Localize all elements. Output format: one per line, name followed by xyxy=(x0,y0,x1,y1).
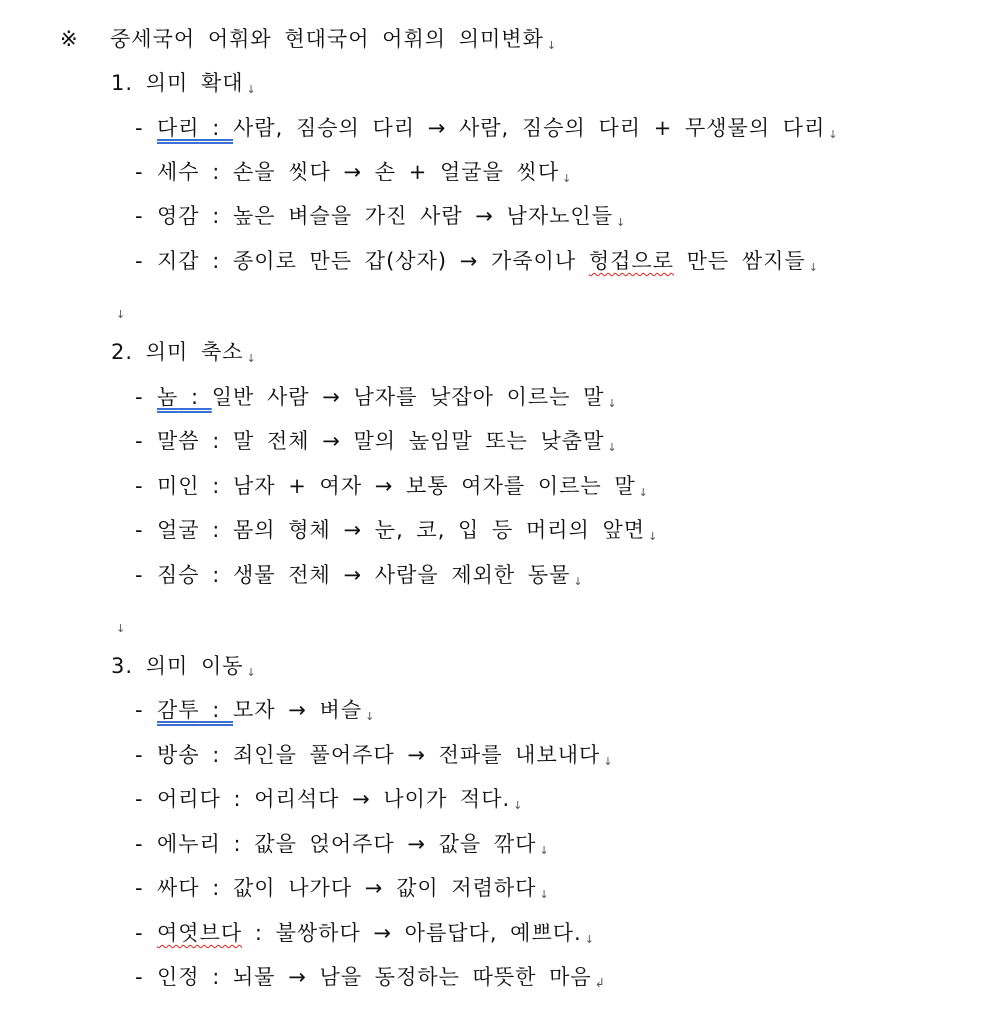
item-term: 세수 xyxy=(157,160,200,184)
item-term: 인정 xyxy=(157,965,200,989)
item-description: 말 전체 → 말의 높임말 또는 낮춤말 xyxy=(233,429,605,453)
list-item xyxy=(135,426,617,463)
item-description: 불쌍하다 → 아름답다, 예쁘다. xyxy=(275,921,582,945)
paragraph-mark-icon: ↓ xyxy=(638,486,648,499)
item-separator: : xyxy=(199,474,234,498)
list-item xyxy=(135,695,374,732)
item-description: 높은 벼슬을 가진 사람 → 남자노인들 xyxy=(233,204,613,228)
list-item xyxy=(135,246,818,283)
list-item xyxy=(135,471,648,508)
list-dash: - xyxy=(135,429,144,453)
list-dash: - xyxy=(135,787,144,811)
section-heading-shift: 3. 의미 이동 ↓ xyxy=(111,651,256,688)
paragraph-mark-icon: ↓ xyxy=(562,172,572,185)
item-separator: : xyxy=(199,876,234,900)
item-description: 모자 → 벼슬 xyxy=(233,698,363,722)
item-description: 사람, 짐승의 다리 → 사람, 짐승의 다리 + 무생물의 다리 xyxy=(233,116,826,140)
item-description: 생물 전체 → 사람을 제외한 동물 xyxy=(233,563,571,587)
item-term: 영감 xyxy=(157,204,200,228)
paragraph-mark-icon: ↓ xyxy=(828,128,838,141)
paragraph-mark-icon: ↓ xyxy=(573,575,583,588)
item-separator: : xyxy=(199,518,234,542)
item-term-underlined: 다리 : xyxy=(157,116,234,140)
list-item xyxy=(135,201,625,238)
paragraph-mark-icon: ↓ xyxy=(246,83,256,96)
item-description: 종이로 만든 갑(상자) → 가죽이나 xyxy=(233,249,589,273)
list-dash: - xyxy=(135,474,144,498)
list-dash: - xyxy=(135,116,144,140)
section-heading-reduction: 2. 의미 축소 ↓ xyxy=(111,337,256,374)
paragraph-mark-icon: ↓ xyxy=(616,216,626,229)
paragraph-mark-icon: ↓ xyxy=(539,844,549,857)
paragraph-mark-icon: ↓ xyxy=(246,352,256,365)
end-of-document-mark-icon: ↲ xyxy=(594,976,605,990)
item-description: 어리석다 → 나이가 적다. xyxy=(254,787,511,811)
paragraph-mark-icon: ↓ xyxy=(607,441,617,454)
item-description: 값을 얹어주다 → 값을 깎다 xyxy=(254,832,537,856)
spellcheck-flagged-word: 헝겁으로 xyxy=(588,249,674,273)
paragraph-mark-icon: ↓ xyxy=(607,397,617,410)
paragraph-mark-icon: ↓ xyxy=(246,666,256,679)
list-dash: - xyxy=(135,743,144,767)
list-item xyxy=(135,382,617,419)
item-separator: : xyxy=(199,204,234,228)
item-description: 일반 사람 → 남자를 낮잡아 이르는 말 xyxy=(211,385,605,409)
list-item xyxy=(135,740,613,777)
list-item xyxy=(135,873,549,910)
paragraph-mark-icon: ↓ xyxy=(546,39,557,52)
item-description: 몸의 형체 → 눈, 코, 입 등 머리의 앞면 xyxy=(233,518,646,542)
item-description: 값이 나가다 → 값이 저렴하다 xyxy=(233,876,537,900)
list-item xyxy=(135,113,838,150)
list-item xyxy=(135,918,594,955)
item-separator: : xyxy=(199,160,234,184)
paragraph-mark-icon: ↓ xyxy=(584,933,594,946)
item-description: 손을 씻다 → 손 + 얼굴을 씻다 xyxy=(233,160,560,184)
list-item xyxy=(135,962,605,998)
paragraph-mark-icon: ↓ xyxy=(603,755,613,768)
reference-mark-symbol: ※ xyxy=(60,27,79,51)
item-term: 에누리 xyxy=(157,832,221,856)
item-term: 말씀 xyxy=(157,429,200,453)
item-separator: : xyxy=(199,249,234,273)
item-separator: : xyxy=(199,429,234,453)
item-separator: : xyxy=(199,743,234,767)
item-description-tail: 만든 쌈지들 xyxy=(673,249,806,273)
list-item xyxy=(135,829,549,866)
item-term: 방송 xyxy=(157,743,200,767)
list-dash: - xyxy=(135,965,144,989)
item-separator: : xyxy=(220,787,255,811)
item-term-underlined: 놈 : xyxy=(157,385,212,409)
empty-paragraph xyxy=(113,607,125,644)
item-term: 미인 xyxy=(157,474,200,498)
list-item xyxy=(135,560,583,597)
list-dash: - xyxy=(135,563,144,587)
list-item xyxy=(135,784,522,821)
item-description: 죄인을 풀어주다 → 전파를 내보내다 xyxy=(233,743,601,767)
item-term-underlined: 감투 : xyxy=(157,698,234,722)
list-dash: - xyxy=(135,204,144,228)
list-dash: - xyxy=(135,160,144,184)
list-dash: - xyxy=(135,385,144,409)
list-dash: - xyxy=(135,832,144,856)
item-term: 얼굴 xyxy=(157,518,200,542)
item-description: 뇌물 → 남을 동정하는 따뜻한 마음 xyxy=(233,965,592,989)
list-dash: - xyxy=(135,518,144,542)
paragraph-mark-icon: ↓ xyxy=(116,308,126,321)
item-term: 지갑 xyxy=(157,249,200,273)
paragraph-mark-icon: ↓ xyxy=(648,530,658,543)
list-dash: - xyxy=(135,921,144,945)
section-heading-expansion: 1. 의미 확대 ↓ xyxy=(111,68,256,105)
paragraph-mark-icon: ↓ xyxy=(513,799,523,812)
item-separator: : xyxy=(199,965,234,989)
item-description: 남자 + 여자 → 보통 여자를 이르는 말 xyxy=(233,474,636,498)
empty-paragraph xyxy=(113,293,125,330)
item-separator: : xyxy=(220,832,255,856)
item-term: 싸다 xyxy=(157,876,200,900)
list-dash: - xyxy=(135,249,144,273)
spellcheck-flagged-word: 여엿브다 xyxy=(157,921,243,945)
list-dash: - xyxy=(135,876,144,900)
item-term: 짐승 xyxy=(157,563,200,587)
document-title xyxy=(60,24,556,61)
paragraph-mark-icon: ↓ xyxy=(116,622,126,635)
list-dash: - xyxy=(135,698,144,722)
item-separator: : xyxy=(199,563,234,587)
title-text: 중세국어 어휘와 현대국어 어휘의 의미변화 xyxy=(110,27,544,51)
paragraph-mark-icon: ↓ xyxy=(539,888,549,901)
list-item xyxy=(135,157,571,194)
item-separator: : xyxy=(242,921,276,945)
paragraph-mark-icon: ↓ xyxy=(808,261,818,274)
paragraph-mark-icon: ↓ xyxy=(365,710,375,723)
item-term: 어리다 xyxy=(157,787,221,811)
list-item xyxy=(135,515,657,552)
